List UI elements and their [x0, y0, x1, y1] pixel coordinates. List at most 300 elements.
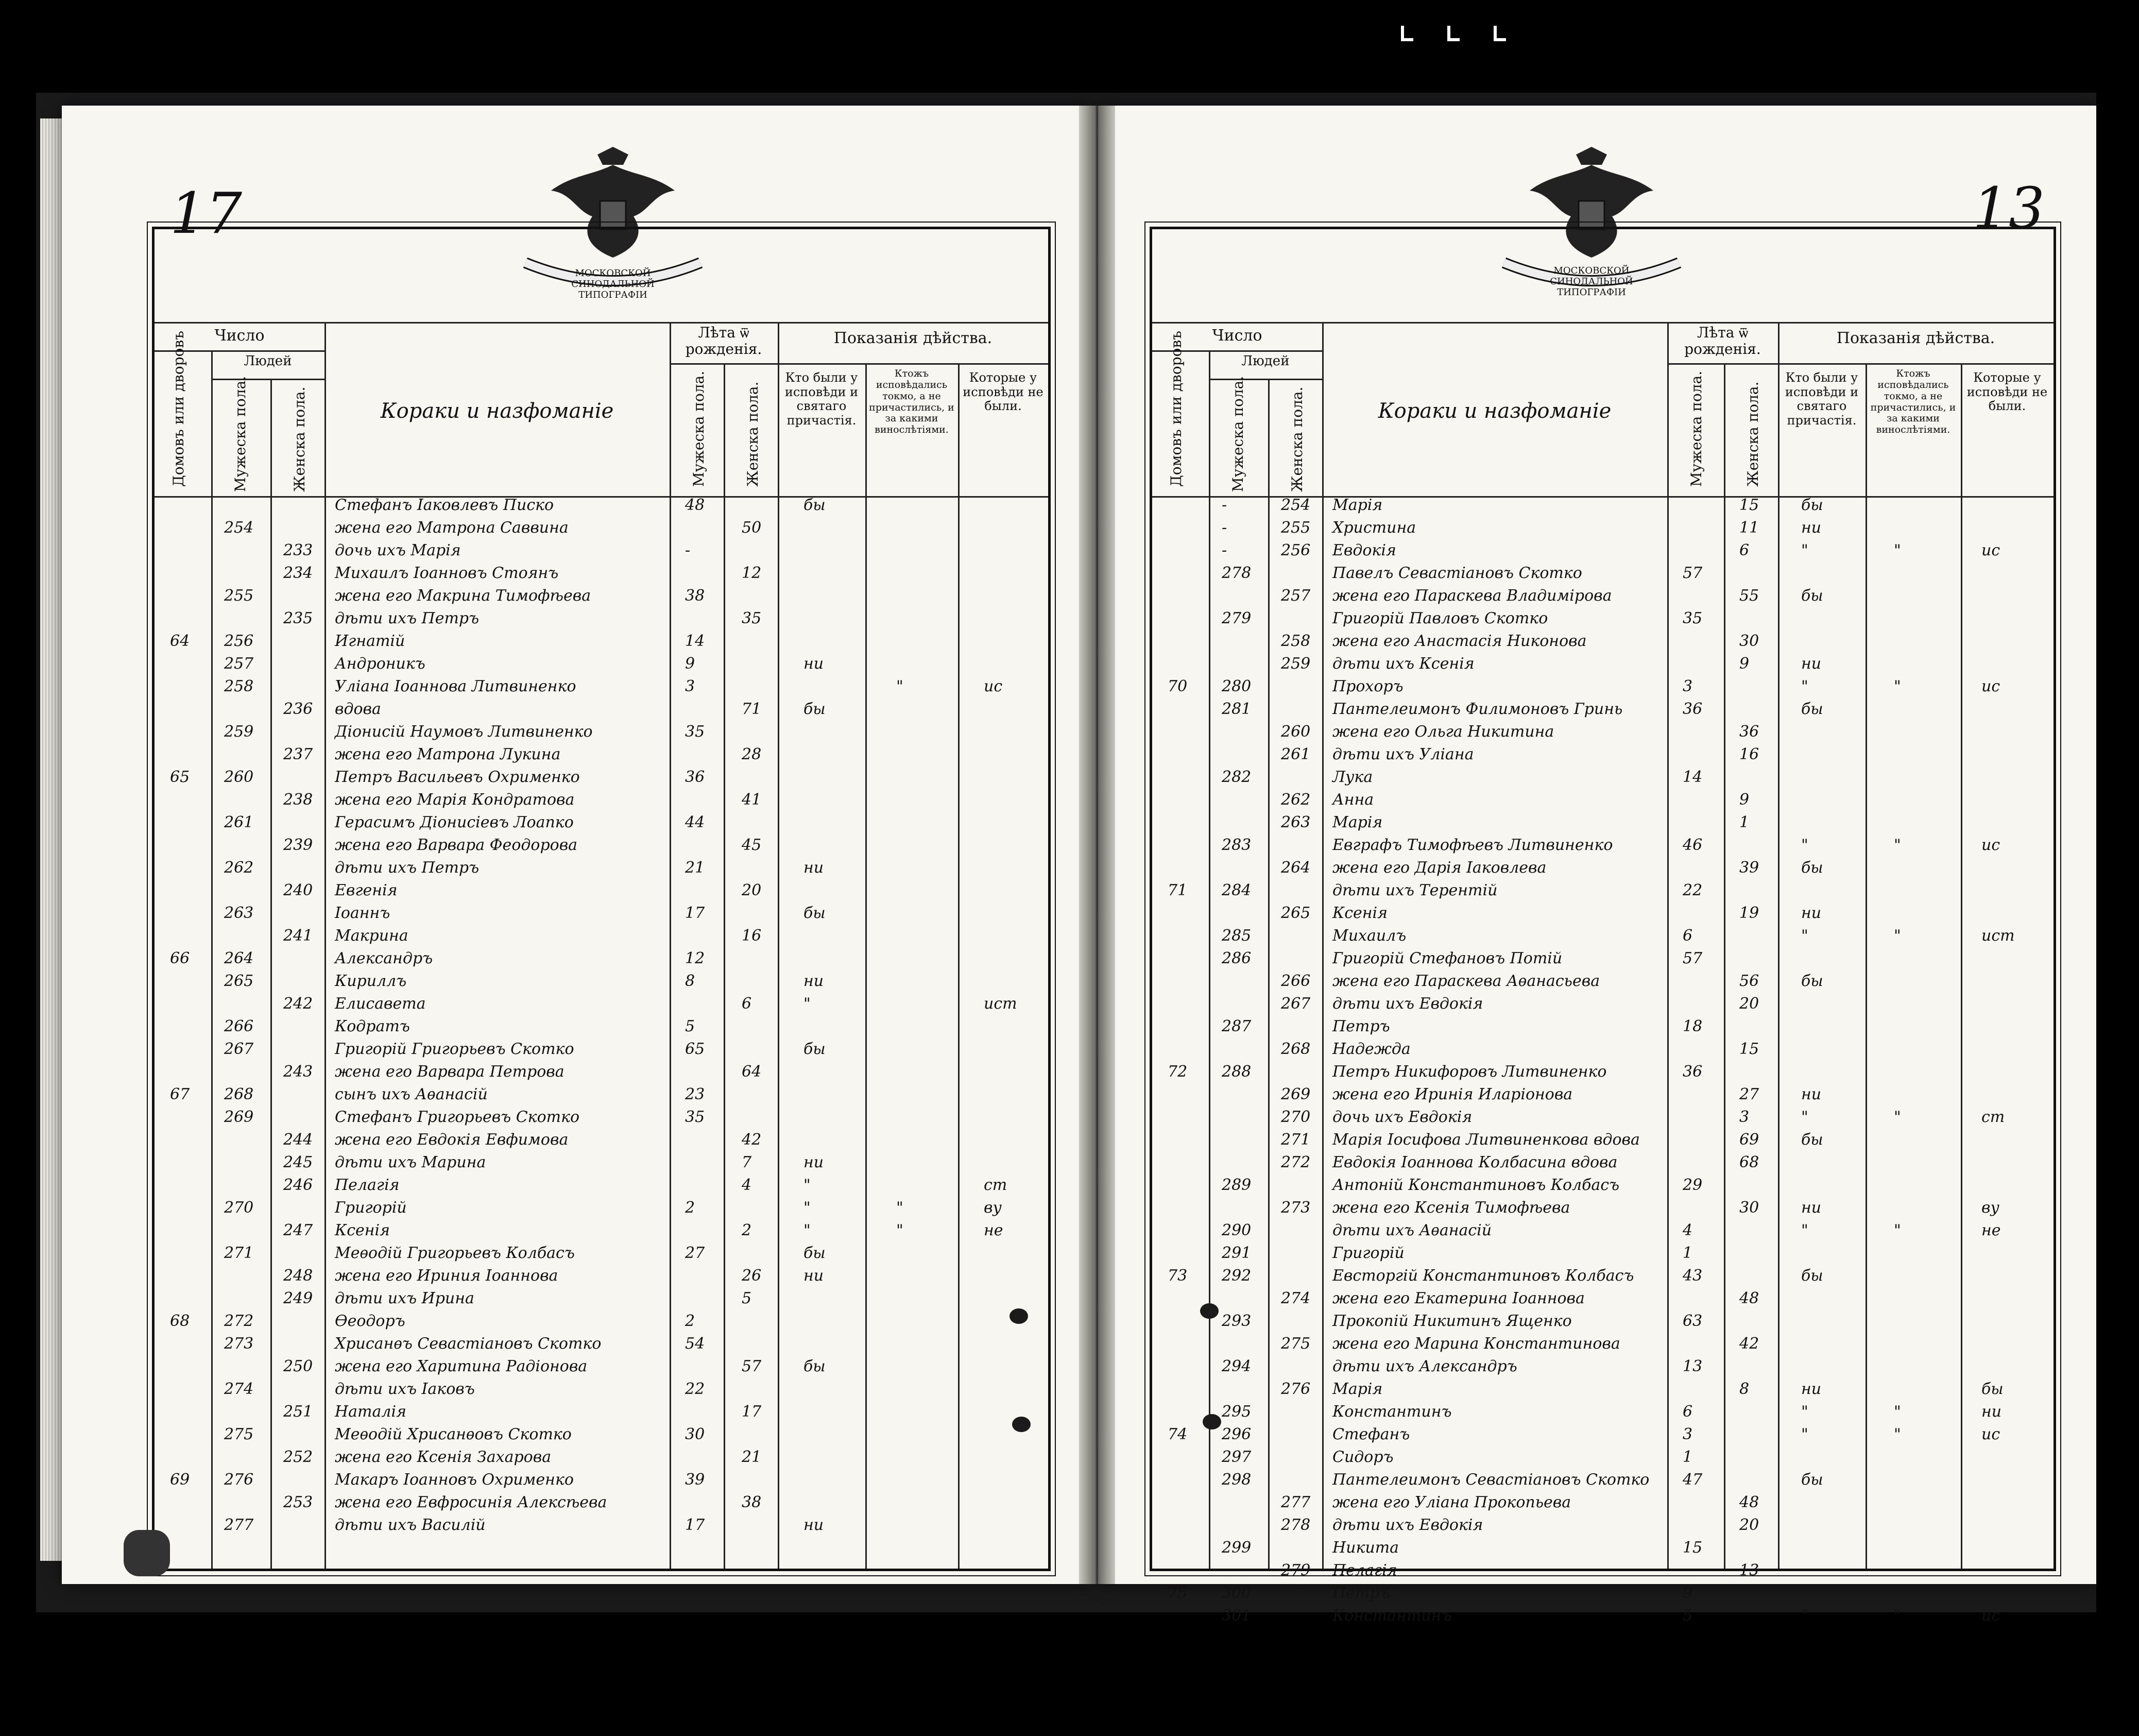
cell-c: бы — [1801, 496, 1823, 514]
cell-f: 235 — [283, 609, 313, 627]
cell-name: дочь ихъ Евдокія — [1332, 1108, 1473, 1126]
cell-c: " — [1801, 1403, 1808, 1421]
cell-am: 5 — [685, 1017, 695, 1035]
table-row — [1152, 791, 2054, 810]
header-people: Людей — [1241, 353, 1290, 369]
cell-c: " — [1801, 541, 1808, 559]
header-names: Кораки и назфоманіе — [380, 399, 614, 423]
cell-am: 18 — [1683, 1017, 1703, 1035]
ink-blot — [1200, 1303, 1219, 1319]
table-row — [1152, 1312, 2054, 1332]
table-row — [1152, 700, 2054, 720]
rule — [1152, 322, 2054, 324]
cell-c: бы — [803, 496, 826, 514]
table-row — [155, 1357, 1048, 1377]
cell-am: 57 — [1683, 949, 1703, 967]
table-row — [1152, 1131, 2054, 1150]
cell-name: жена его Ксенія Захарова — [335, 1448, 552, 1466]
cell-f: 241 — [283, 927, 313, 945]
cell-af: 71 — [742, 700, 762, 718]
cell-name: Стефанъ Іаковлевъ Писко — [335, 496, 554, 514]
cell-c: " — [803, 1176, 811, 1194]
cell-af: 26 — [742, 1267, 762, 1285]
cell-o: " — [1894, 1221, 1901, 1239]
cell-c: ни — [803, 655, 824, 673]
cell-name: дѣти ихъ Василій — [335, 1516, 486, 1534]
table-row — [1152, 904, 2054, 924]
table-row — [155, 1040, 1048, 1060]
header-confessed: Кто были у исповѣди и святаго причастія. — [784, 370, 859, 428]
cell-name: Хрисанѳъ Севастіановъ Скотко — [335, 1335, 602, 1353]
table-row — [155, 791, 1048, 810]
cell-am: 4 — [1683, 1221, 1693, 1239]
cell-af: 48 — [1739, 1493, 1759, 1511]
table-row — [155, 496, 1048, 516]
table-row — [155, 1176, 1048, 1196]
cell-am: 3 — [1683, 1425, 1693, 1443]
table-row — [1152, 1289, 2054, 1309]
cell-c: ни — [803, 1516, 824, 1534]
cell-am: 2 — [685, 1312, 695, 1330]
cell-af: 4 — [742, 1176, 752, 1194]
cell-c: ни — [1801, 1085, 1822, 1103]
cell-name: Антоній Константиновъ Колбасъ — [1332, 1176, 1620, 1194]
cell-o: " — [1894, 1607, 1901, 1625]
table-row — [1152, 519, 2054, 538]
table-row — [155, 564, 1048, 584]
cell-f: 270 — [1281, 1108, 1311, 1126]
crest-legend-right: МОСКОВСКОЙ СИНОДАЛЬНОЙ ТИПОГРАФІИ — [1550, 265, 1633, 298]
table-row — [155, 1312, 1048, 1332]
cell-name: Григорій Григорьевъ Скотко — [335, 1040, 574, 1058]
cell-af: 30 — [1739, 1199, 1759, 1217]
cell-f: 272 — [1281, 1153, 1311, 1171]
cell-af: 30 — [1739, 632, 1759, 650]
rule — [155, 322, 1048, 324]
table-row — [155, 949, 1048, 969]
table-row — [155, 1085, 1048, 1105]
cell-am: 22 — [685, 1380, 705, 1398]
cell-af: 2 — [742, 1221, 752, 1239]
cell-m: 292 — [1222, 1267, 1252, 1285]
cell-name: жена его Матрона Саввина — [335, 519, 569, 537]
table-row — [1152, 1516, 2054, 1536]
cell-name: жена его Ксенія Тимофѣева — [1332, 1199, 1570, 1217]
table-row — [1152, 745, 2054, 765]
cell-c: ни — [1801, 519, 1822, 537]
cell-n: ис — [1981, 677, 2000, 695]
cell-c: ни — [803, 1267, 824, 1285]
cell-m: 265 — [224, 972, 254, 990]
table-row — [1152, 972, 2054, 992]
cell-m: 285 — [1222, 927, 1252, 945]
cell-f: 245 — [283, 1153, 313, 1171]
cell-am: 46 — [1683, 836, 1703, 854]
cell-c: ни — [803, 972, 824, 990]
cell-m: 287 — [1222, 1017, 1252, 1035]
cell-f: 237 — [283, 745, 313, 763]
cell-name: Евсторгій Константиновъ Колбасъ — [1332, 1267, 1634, 1285]
cell-name: Игнатій — [335, 632, 405, 650]
folio-left: 17 — [170, 180, 242, 246]
cell-n: ст — [1981, 1108, 2005, 1126]
cell-am: 39 — [685, 1471, 705, 1489]
cell-af: 68 — [1739, 1153, 1759, 1171]
cell-name: Пелагія — [1332, 1561, 1397, 1579]
cell-m: 296 — [1222, 1425, 1252, 1443]
cell-m: 279 — [1222, 609, 1252, 627]
cell-n: ист — [1981, 927, 2015, 945]
table-row — [1152, 677, 2054, 697]
cell-am: 35 — [685, 723, 705, 741]
cell-c: бы — [1801, 1131, 1823, 1149]
cell-f: 252 — [283, 1448, 313, 1466]
cell-af: 41 — [742, 791, 762, 809]
table-row — [1152, 564, 2054, 584]
cell-o: " — [896, 677, 903, 695]
cell-name: Петръ — [1332, 1017, 1390, 1035]
table-row — [1152, 496, 2054, 516]
cell-name: жена его Дарія Іаковлева — [1332, 859, 1547, 877]
cell-c: " — [1801, 1425, 1808, 1443]
cell-m: 297 — [1222, 1448, 1252, 1466]
cell-n: ис — [1981, 1607, 2000, 1625]
cell-af: 35 — [742, 609, 762, 627]
table-row — [155, 1425, 1048, 1445]
cell-af: 27 — [1739, 1085, 1759, 1103]
cell-am: 35 — [1683, 609, 1703, 627]
table-row — [155, 1221, 1048, 1241]
cell-name: дѣти ихъ Терентій — [1332, 881, 1498, 899]
cell-name: жена его Марина Константинова — [1332, 1335, 1620, 1353]
cell-m: 266 — [224, 1017, 254, 1035]
cell-m: 263 — [224, 904, 254, 922]
ink-blot — [1012, 1417, 1031, 1432]
cell-c: бы — [1801, 587, 1823, 605]
table-row — [155, 1493, 1048, 1513]
cell-am: 47 — [1683, 1471, 1703, 1489]
header-houses: Домовъ или дворовъ — [1168, 331, 1185, 487]
cell-m: 257 — [224, 655, 254, 673]
cell-c: " — [1801, 1607, 1808, 1625]
table-row — [1152, 1267, 2054, 1286]
header-testimony: Показанія дѣйства. — [833, 329, 993, 347]
table-row — [1152, 1584, 2054, 1604]
cell-am: 36 — [1683, 700, 1703, 718]
cell-c: ни — [1801, 1199, 1822, 1217]
cell-c: " — [1801, 677, 1808, 695]
table-row — [155, 655, 1048, 674]
register-table-right — [1150, 227, 2056, 1625]
table-row — [1152, 1448, 2054, 1468]
cell-o: " — [1894, 927, 1901, 945]
cell-c: ни — [1801, 904, 1822, 922]
cell-m: 286 — [1222, 949, 1252, 967]
table-row — [155, 1335, 1048, 1354]
cell-m: 271 — [224, 1244, 254, 1262]
cell-o: " — [1894, 1425, 1901, 1443]
table-row — [1152, 859, 2054, 878]
table-row — [1152, 1176, 2054, 1196]
table-row — [1152, 1199, 2054, 1218]
cell-h: 67 — [170, 1085, 190, 1103]
cell-name: дѣти ихъ Ирина — [335, 1289, 474, 1307]
cell-name: Евграфъ Тимофѣевъ Литвиненко — [1332, 836, 1613, 854]
cell-m: - — [1222, 541, 1227, 559]
cell-m: 273 — [224, 1335, 254, 1353]
rule — [670, 363, 1048, 365]
table-row — [1152, 1221, 2054, 1241]
table-row — [155, 813, 1048, 833]
cell-name: Христина — [1332, 519, 1416, 537]
cell-f: 255 — [1281, 519, 1311, 537]
table-row — [155, 1244, 1048, 1264]
table-row — [1152, 1085, 2054, 1105]
header-number: Число — [1212, 327, 1262, 345]
cell-name: дѣти ихъ Марина — [335, 1153, 486, 1171]
cell-name: Макаръ Іоанновъ Охрименко — [335, 1471, 574, 1489]
cell-f: 259 — [1281, 655, 1311, 673]
cell-f: 260 — [1281, 723, 1311, 741]
cell-name: Елисавета — [335, 995, 426, 1013]
table-row — [1152, 1244, 2054, 1264]
page-clip — [124, 1530, 170, 1576]
cell-c: бы — [803, 700, 826, 718]
cell-am: 14 — [1683, 768, 1703, 786]
cell-name: Евгенія — [335, 881, 398, 899]
cell-am: 36 — [1683, 1063, 1703, 1081]
cell-c: ни — [803, 859, 824, 877]
cell-c: бы — [1801, 859, 1823, 877]
cell-af: 6 — [742, 995, 752, 1013]
cell-c: бы — [1801, 1471, 1823, 1489]
table-row — [155, 881, 1048, 901]
cell-name: Марія — [1332, 813, 1383, 831]
cell-name: дѣти ихъ Евдокія — [1332, 995, 1483, 1013]
table-row — [1152, 995, 2054, 1014]
cell-m: 278 — [1222, 564, 1252, 582]
cell-m: 277 — [224, 1516, 254, 1534]
ink-blot — [1009, 1308, 1028, 1324]
cell-am: 27 — [685, 1244, 705, 1262]
cell-am: 44 — [685, 813, 705, 831]
cell-name: Петръ Васильевъ Охрименко — [335, 768, 580, 786]
cell-h: 74 — [1168, 1425, 1188, 1443]
header-age-male: Мужеска пола. — [1688, 370, 1705, 487]
cell-am: 3 — [1683, 677, 1693, 695]
header-testimony: Показанія дѣйства. — [1836, 329, 1995, 347]
cell-f: 275 — [1281, 1335, 1311, 1353]
table-row — [155, 1017, 1048, 1037]
cell-n: ни — [1981, 1403, 2002, 1421]
cell-af: 15 — [1739, 1040, 1759, 1058]
cell-f: 268 — [1281, 1040, 1311, 1058]
cell-af: 9 — [1739, 655, 1750, 673]
cell-af: 15 — [1739, 496, 1759, 514]
cell-m: 254 — [224, 519, 254, 537]
cell-name: Марія Іосифова Литвиненкова вдова — [1332, 1131, 1640, 1149]
table-row — [155, 519, 1048, 538]
cell-m: 267 — [224, 1040, 254, 1058]
cell-af: 42 — [1739, 1335, 1759, 1353]
cell-af: 42 — [742, 1131, 762, 1149]
cell-name: Михаилъ — [1332, 927, 1407, 945]
cell-name: жена его Евфросинія Алексѣева — [335, 1493, 607, 1511]
cell-am: 54 — [685, 1335, 705, 1353]
header-number: Число — [214, 327, 265, 345]
cell-f: 244 — [283, 1131, 313, 1149]
table-grid-right — [1152, 322, 2054, 1625]
cell-name: жена его Параскева Аѳанасьева — [1332, 972, 1600, 990]
cell-af: 9 — [1739, 791, 1750, 809]
cell-h: 73 — [1168, 1267, 1188, 1285]
table-row — [1152, 1539, 2054, 1558]
cell-name: жена его Евдокія Евфимова — [335, 1131, 569, 1149]
cell-af: 6 — [1739, 541, 1750, 559]
table-row — [155, 745, 1048, 765]
table-row — [1152, 1561, 2054, 1581]
table-row — [155, 723, 1048, 742]
cell-name: дѣти ихъ Іаковъ — [335, 1380, 475, 1398]
header-confessed-only: Ктожъ исповѣдались токмо, а не причастились, и за какими винослѣтіями. — [1870, 368, 1956, 436]
cell-f: 254 — [1281, 496, 1311, 514]
cell-name: жена его Ириния Іоаннова — [335, 1267, 558, 1285]
cell-m: 272 — [224, 1312, 254, 1330]
cell-af: 19 — [1739, 904, 1759, 922]
table-row — [1152, 1493, 2054, 1513]
register-table-left — [152, 227, 1051, 1571]
cell-name: Меѳодій Григорьевъ Колбасъ — [335, 1244, 575, 1262]
cell-o: " — [1894, 1108, 1901, 1126]
cell-name: Діонисій Наумовъ Литвиненко — [335, 723, 593, 741]
cell-name: жена его Макрина Тимофѣева — [335, 587, 591, 605]
cell-m: 260 — [224, 768, 254, 786]
table-row — [155, 609, 1048, 629]
table-row — [155, 1267, 1048, 1286]
cell-af: 28 — [742, 745, 762, 763]
cell-name: Надежда — [1332, 1040, 1411, 1058]
cell-name: дѣти ихъ Ксенія — [1332, 655, 1475, 673]
cell-af: 45 — [742, 836, 762, 854]
cell-name: Прохоръ — [1332, 677, 1404, 695]
header-not-confessed: Которые у исповѣди не были. — [963, 370, 1043, 414]
cell-name: жена его Екатерина Іоаннова — [1332, 1289, 1585, 1307]
cell-m: 300 — [1222, 1584, 1252, 1602]
cell-name: Меѳодій Хрисанѳовъ Скотко — [335, 1425, 572, 1443]
cell-am: 8 — [685, 972, 695, 990]
table-row — [1152, 1153, 2054, 1173]
cell-c: бы — [803, 1244, 826, 1262]
rule — [1209, 379, 1322, 380]
cell-h: 68 — [170, 1312, 190, 1330]
cell-name: Григорій — [335, 1199, 407, 1217]
cell-f: 273 — [1281, 1199, 1311, 1217]
cell-m: - — [1222, 519, 1227, 537]
cell-f: 256 — [1281, 541, 1311, 559]
cell-m: 284 — [1222, 881, 1252, 899]
cell-h: 66 — [170, 949, 190, 967]
cell-af: 64 — [742, 1063, 762, 1081]
header-confessed-only: Ктожъ исповѣдались токмо, а не причастились, и за какими винослѣтіями. — [869, 368, 954, 436]
header-female: Женска пола. — [291, 386, 308, 492]
table-row — [155, 972, 1048, 992]
table-row — [1152, 723, 2054, 742]
header-male: Мужеска пола. — [1229, 376, 1246, 492]
cell-n: ис — [1981, 836, 2000, 854]
table-row — [155, 927, 1048, 946]
table-row — [155, 1153, 1048, 1173]
cell-m: 280 — [1222, 677, 1252, 695]
cell-name: вдова — [335, 700, 381, 718]
cell-am: 3 — [685, 677, 695, 695]
cell-name: Константинъ — [1332, 1607, 1452, 1625]
table-row — [155, 677, 1048, 697]
cell-name: жена его Уліана Прокопьева — [1332, 1493, 1571, 1511]
cell-m: 255 — [224, 587, 254, 605]
table-row — [1152, 609, 2054, 629]
header-houses: Домовъ или дворовъ — [170, 331, 187, 487]
cell-am: 23 — [685, 1085, 705, 1103]
cell-name: Уліана Іоаннова Литвиненко — [335, 677, 576, 695]
cell-name: Лука — [1332, 768, 1373, 786]
cell-m: 283 — [1222, 836, 1252, 854]
cell-m: 282 — [1222, 768, 1252, 786]
header-female: Женска пола. — [1289, 386, 1306, 492]
cell-c: ни — [1801, 1380, 1822, 1398]
cell-name: Стефанъ Григорьевъ Скотко — [335, 1108, 580, 1126]
cell-am: 9 — [685, 655, 695, 673]
table-row — [1152, 813, 2054, 833]
cell-name: Никита — [1332, 1539, 1399, 1557]
header-age-female: Женска пола. — [1744, 381, 1761, 487]
cell-af: 55 — [1739, 587, 1759, 605]
cell-f: 274 — [1281, 1289, 1311, 1307]
table-row — [1152, 541, 2054, 561]
cell-am: 15 — [1683, 1539, 1703, 1557]
cell-af: 38 — [742, 1493, 762, 1511]
table-row — [155, 1131, 1048, 1150]
cell-m: 293 — [1222, 1312, 1252, 1330]
cell-f: 264 — [1281, 859, 1311, 877]
cell-name: Пантелеимонъ Филимоновъ Гринь — [1332, 700, 1623, 718]
cell-c: бы — [1801, 700, 1823, 718]
cell-f: 253 — [283, 1493, 313, 1511]
table-row — [1152, 1017, 2054, 1037]
cell-af: 69 — [1739, 1131, 1759, 1149]
cell-h: 65 — [170, 768, 190, 786]
cell-af: 21 — [742, 1448, 762, 1466]
table-row — [155, 587, 1048, 606]
cell-o: " — [1894, 541, 1901, 559]
cell-af: 16 — [742, 927, 762, 945]
cell-m: 270 — [224, 1199, 254, 1217]
cell-name: Ксенія — [1332, 904, 1388, 922]
cell-name: дѣти ихъ Уліана — [1332, 745, 1474, 763]
cell-o: " — [896, 1221, 903, 1239]
cell-f: 277 — [1281, 1493, 1311, 1511]
cell-am: 17 — [685, 904, 705, 922]
cell-af: 13 — [1739, 1561, 1759, 1579]
cell-am: 35 — [685, 1108, 705, 1126]
table-row — [155, 1516, 1048, 1536]
cell-name: Михаилъ Іоанновъ Стоянъ — [335, 564, 559, 582]
cell-o: " — [1894, 677, 1901, 695]
cell-name: Кодратъ — [335, 1017, 410, 1035]
cell-c: " — [1801, 836, 1808, 854]
cell-n: бы — [1981, 1380, 2004, 1398]
cell-af: 39 — [1739, 859, 1759, 877]
cell-f: 238 — [283, 791, 313, 809]
